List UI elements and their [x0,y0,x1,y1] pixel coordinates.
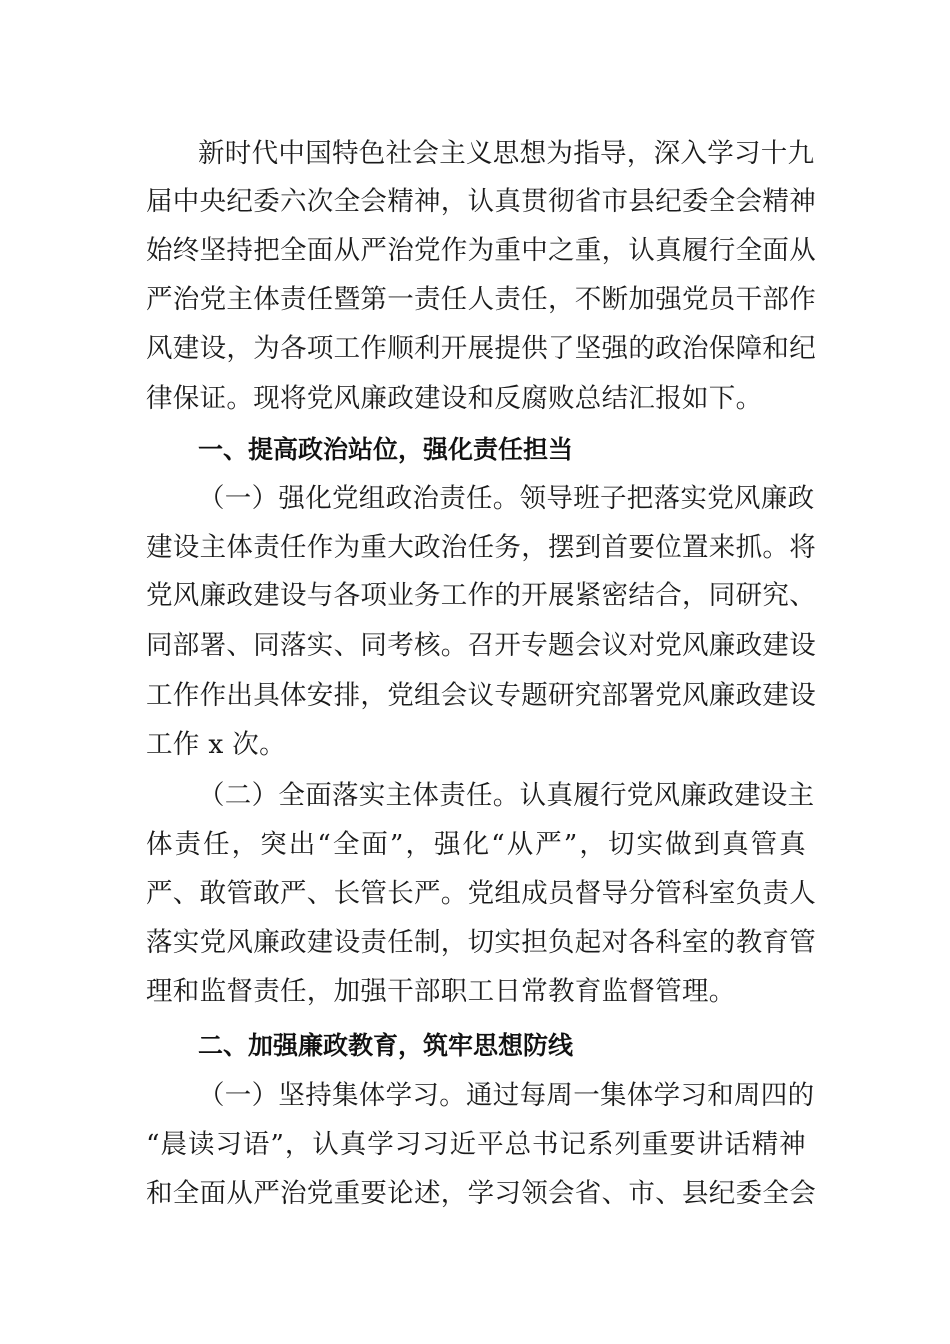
section-heading: 二、加强廉政教育，筑牢思想防线 [198,1031,574,1060]
paragraph-line: 届中央纪委六次全会精神，认真贯彻省市县纪委全会精神 [146,186,816,217]
paragraph-line: 落实党风廉政建设责任制，切实担负起对各科室的教育管 [146,927,816,958]
paragraph-line: 工作作出具体安排，党组会议专题研究部署党风廉政建设 [146,680,816,711]
paragraph-line: 理和监督责任，加强干部职工日常教育监督管理。 [146,976,736,1007]
paragraph-line: 体责任，突出“全面”，强化“从严”，切实做到真管真 [146,829,806,860]
paragraph-line: 始终坚持把全面从严治党作为重中之重，认真履行全面从 [146,235,816,266]
paragraph-line: 工作 x 次。 [146,729,286,760]
paragraph-line: 新时代中国特色社会主义思想为指导，深入学习十九 [198,138,815,169]
paragraph-line: “晨读习语”，认真学习习近平总书记系列重要讲话精神 [146,1129,806,1160]
paragraph-line: 和全面从严治党重要论述，学习领会省、市、县纪委全会 [146,1178,816,1209]
paragraph-line: （一）强化党组政治责任。领导班子把落实党风廉政 [198,483,815,514]
paragraph-line: 严、敢管敢严、长管长严。党组成员督导分管科室负责人 [146,878,816,909]
paragraph-line: 严治党主体责任暨第一责任人责任，不断加强党员干部作 [146,284,816,315]
section-heading: 一、提高政治站位，强化责任担当 [198,435,574,464]
paragraph-line: （二）全面落实主体责任。认真履行党风廉政建设主 [198,780,815,811]
paragraph-line: 建设主体责任作为重大政治任务，摆到首要位置来抓。将 [146,532,816,563]
paragraph-line: 风建设，为各项工作顺利开展提供了坚强的政治保障和纪 [146,333,816,364]
paragraph-line: 党风廉政建设与各项业务工作的开展紧密结合，同研究、 [146,580,816,611]
paragraph-line: 同部署、同落实、同考核。召开专题会议对党风廉政建设 [146,630,816,661]
paragraph-line: 律保证。现将党风廉政建设和反腐败总结汇报如下。 [146,383,763,414]
paragraph-line: （一）坚持集体学习。通过每周一集体学习和周四的 [198,1080,815,1111]
